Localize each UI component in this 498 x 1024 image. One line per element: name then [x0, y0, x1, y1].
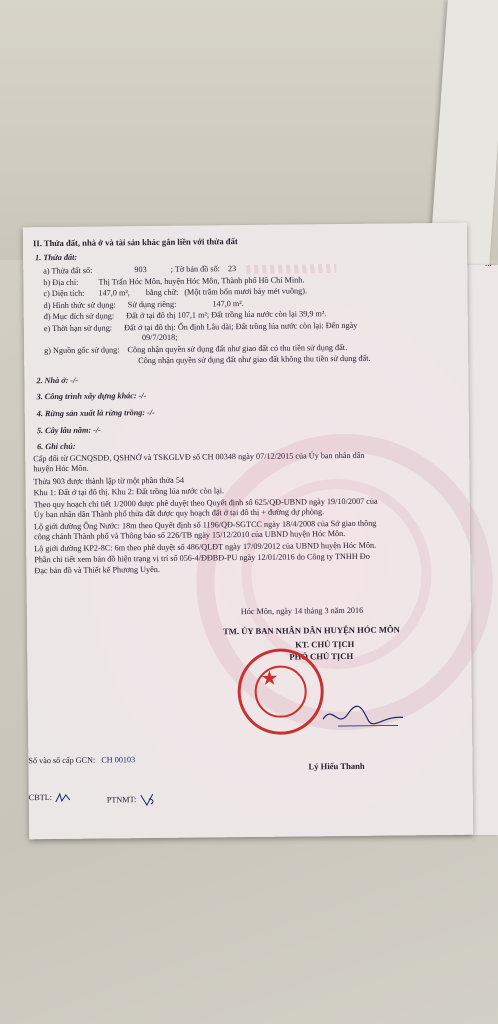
- register-number: CH 00103: [101, 755, 136, 765]
- note-line: Đạc bản đồ và Thiết kế Phương Uyên.: [34, 564, 160, 576]
- background-wall: [0, 0, 498, 260]
- area-value: 147,0 m²,: [98, 288, 130, 298]
- note-line: Khu 1: Đất ở tại đô thị. Khu 2: Đất trồng lúa nước còn lại.: [33, 486, 225, 498]
- item-house: 2. Nhà ở: -/-: [36, 375, 79, 386]
- purpose-row: đ) Mục đích sử dụng: Đất ở tại đô thị 107,1 m²; Đất trồng lúa nước còn lại 39,9 m².: [43, 309, 327, 322]
- note-line: Lộ giới đường Ông Nước: 18m theo Quyết định số 1196/QĐ-SGTCC ngày 18/4/2008 của Sở giao thông: [33, 518, 377, 532]
- authority-title: TM. ỦY BAN NHÂN DÂN HUYỆN HÓC MÔN: [222, 624, 400, 637]
- chair-title: KT. CHỦ TỊCH: [295, 638, 355, 650]
- note-line: Ủy ban nhân dân Thành phố thửa đất được quy hoạch đất ở tại đô thị + đường dự phòng.: [33, 507, 325, 520]
- cbtl-initial: [54, 792, 74, 804]
- note-line: công chánh Thành phố và Thông báo số 226/TB ngày 15/12/2010 của UBND huyện Hóc Môn.: [34, 528, 346, 542]
- purpose-value: Đất ở tại đô thị 107,1 m²; Đất trồng lúa nước còn lại 39,9 m².: [126, 309, 327, 321]
- address: Thị Trấn Hóc Môn, huyện Hóc Môn, Thành phố Hồ Chí Minh.: [98, 275, 305, 287]
- note-line: Thửa 903 được thành lập từ một phần thửa 54: [33, 475, 185, 487]
- official-seal: [237, 648, 324, 735]
- star-icon: ★: [260, 665, 279, 690]
- vice-chair-title: PHÓ CHỦ TỊCH: [289, 650, 354, 662]
- adjacent-page: ...: [455, 265, 498, 835]
- ptnmt-initial: [138, 793, 156, 807]
- note-line: Cấp đổi từ GCNQSDĐ, QSHNỞ và TSKGLVĐ số CH 00348 ngày 07/12/2015 của Ủy ban nhân dân: [33, 450, 365, 464]
- area-words: (Một trăm bốn mươi bảy mét vuông).: [184, 286, 308, 297]
- note-line: Lộ giới đường KP2-8C: 6m theo phê duyệt số 486/QLĐT ngày 17/09/2012 của UBND huyện Hóc Môn.: [34, 540, 377, 554]
- issue-date: Hóc Môn, ngày 14 tháng 3 năm 2016: [240, 605, 364, 617]
- item-other-construction: 3. Công trình xây dựng khác: -/-: [36, 391, 147, 402]
- term-row: e) Thời hạn sử dụng: Đất ở tại đô thị: Ổn định Lâu dài; Đất trồng lúa nước còn lại: Đến ngày: [43, 320, 358, 334]
- signer-name: Lý Hiếu Thanh: [308, 760, 365, 772]
- origin-value-1: Công nhận quyền sử dụng đất như giao đất có thu tiền sử dụng đất.: [127, 342, 348, 355]
- land-certificate-page: [23, 223, 473, 840]
- origin-value-2: Công nhận quyền sử dụng đất như giao đất không thu tiền sử dụng đất.: [138, 353, 371, 366]
- address-row: b) Địa chỉ: Thị Trấn Hóc Môn, huyện Hóc Môn, Thành phố Hồ Chí Minh.: [43, 275, 305, 288]
- plot-number: 903: [134, 265, 147, 275]
- term-value: Đất ở tại đô thị: Ổn định Lâu dài; Đất trồng lúa nước còn lại: Đến ngày: [124, 320, 358, 333]
- item-notes-heading: 6. Ghi chú:: [37, 441, 76, 452]
- use-form-row: d) Hình thức sử dụng: Sử dụng riêng: 147,0 m².: [43, 299, 244, 311]
- signature: [318, 693, 408, 734]
- register-row: Số vào sổ cấp GCN: CH 00103: [28, 755, 136, 766]
- map-number: 23: [227, 264, 237, 274]
- plot-number-row: a) Thửa đất số: 903 ; Tờ bản đồ số: 23: [43, 264, 336, 276]
- use-form-value: 147,0 m².: [212, 299, 244, 309]
- origin-row: g) Nguồn gốc sử dụng: Công nhận quyền sử dụng đất như giao đất có thu tiền sử dụng đất.: [44, 342, 348, 356]
- item-production-forest: 4. Rừng sản xuất là rừng trồng: -/-: [36, 407, 155, 419]
- note-line: huyện Hóc Môn.: [33, 463, 89, 474]
- term-value-continued: 09/7/2018;: [141, 332, 178, 343]
- note-line: Phần chi tiết xem bản đồ hiện trạng vị trí số 056-4/ĐĐBĐ-PU ngày 12/01/2016 do Công ty TNHH Đo: [34, 551, 370, 565]
- area-row: c) Diện tích: 147,0 m², bằng chữ: (Một trăm bốn mươi bảy mét vuông).: [43, 286, 308, 299]
- section-title: II. Thửa đất, nhà ở và tài sản khác gắn liền với thửa đất: [32, 236, 238, 249]
- item-perennial-trees: 5. Cây lâu năm: -/-: [36, 425, 101, 436]
- cbtl-row: CBTL:: [29, 792, 74, 804]
- land-heading: 1. Thửa đất:: [35, 252, 78, 263]
- ptnmt-row: PTNMT:: [107, 793, 157, 808]
- note-line: Theo quy hoạch chi tiết 1/2000 được phê duyệt theo Quyết định số 625/QĐ-UBND ngày 19/10/2007 của: [33, 496, 378, 510]
- redacted-area: [246, 264, 336, 274]
